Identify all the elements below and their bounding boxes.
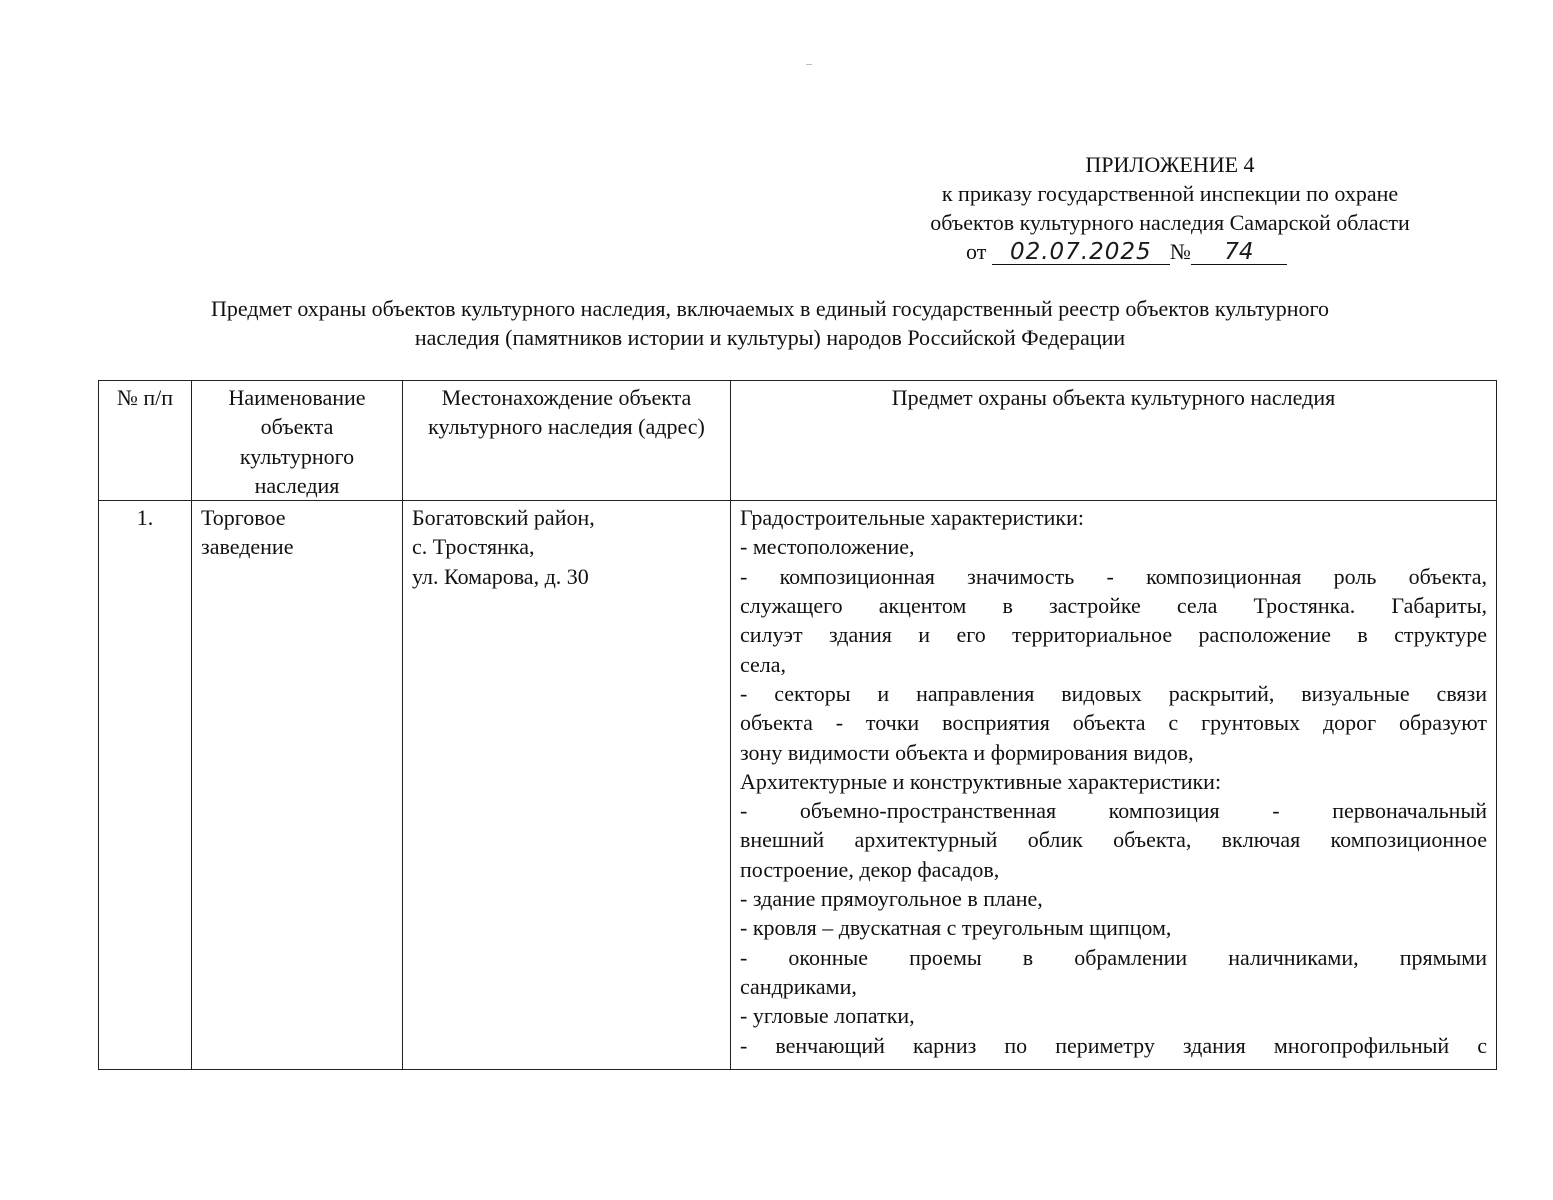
document-title-line-2: наследия (памятников истории и культуры) народов Российской Федерации <box>414 325 1126 350</box>
header-object-address: Местонахождение объекта культурного наследия (адрес) <box>403 381 731 501</box>
appendix-date-line <box>850 237 1490 266</box>
object-name-line: Торговое <box>201 505 286 531</box>
protection-line: силуэт здания и его территориальное расположение в структуре <box>740 622 1487 648</box>
protection-line: - венчающий карниз по периметру здания многопрофильный с <box>740 1032 1487 1058</box>
appendix-block <box>850 150 1490 266</box>
protection-line: - объемно-пространственная композиция - первоначальный <box>740 798 1487 824</box>
protection-line: зону видимости объекта и формирования видов, <box>740 739 1194 765</box>
heritage-table <box>98 380 1497 1070</box>
from-label: от <box>966 239 987 264</box>
number-label: № <box>1169 239 1191 264</box>
protection-line: служащего акцентом в застройке села Тростянка. Габариты, <box>740 593 1487 619</box>
row-number: 1. <box>99 501 192 1070</box>
protection-line: - композиционная значимость - композиционная роль объекта, <box>740 563 1487 589</box>
address-line: Богатовский район, <box>412 505 595 531</box>
row-object-address <box>403 501 731 1070</box>
table-row <box>99 501 1497 1070</box>
row-protection-subject <box>731 501 1497 1070</box>
section-heading: Архитектурные и конструктивные характеристики: <box>740 768 1222 794</box>
row-object-name <box>192 501 403 1070</box>
appendix-title: ПРИЛОЖЕНИЕ 4 <box>1085 152 1255 177</box>
protection-line: сандриками, <box>740 973 857 999</box>
protection-line: - местоположение, <box>740 534 915 560</box>
handwritten-date: 02.07.2025 <box>992 240 1170 265</box>
object-name-line: заведение <box>201 534 294 560</box>
address-line: ул. Комарова, д. 30 <box>412 563 589 589</box>
appendix-line-2: объектов культурного наследия Самарской области <box>930 210 1410 235</box>
header-protection-subject: Предмет охраны объекта культурного наследия <box>731 381 1497 501</box>
appendix-line-1: к приказу государственной инспекции по охране <box>941 181 1399 206</box>
protection-line: построение, декор фасадов, <box>740 856 1000 882</box>
protection-line: - секторы и направления видовых раскрытий, визуальные связи <box>740 680 1487 706</box>
document-title <box>100 294 1440 352</box>
header-number: № п/п <box>99 381 192 501</box>
protection-line: объекта - точки восприятия объекта с грунтовых дорог образуют <box>740 710 1487 736</box>
section-heading: Градостроительные характеристики: <box>740 505 1084 531</box>
protection-line: села, <box>740 651 787 677</box>
protection-line: - здание прямоугольное в плане, <box>740 886 1043 912</box>
address-line: с. Тростянка, <box>412 534 535 560</box>
protection-line: - оконные проемы в обрамлении наличниками, прямыми <box>740 944 1487 970</box>
table-header-row <box>99 381 1497 501</box>
protection-line: - кровля – двускатная с треугольным щипцом, <box>740 915 1172 941</box>
header-object-name: Наименование объекта культурного наследия <box>192 381 403 501</box>
protection-line: внешний архитектурный облик объекта, включая композиционное <box>740 827 1487 853</box>
protection-line: - угловые лопатки, <box>740 1003 915 1029</box>
handwritten-number: 74 <box>1191 240 1287 265</box>
document-title-line-1: Предмет охраны объектов культурного наследия, включаемых в единый государственный реестр объектов культурного <box>211 296 1329 321</box>
scan-artifact <box>806 64 812 65</box>
